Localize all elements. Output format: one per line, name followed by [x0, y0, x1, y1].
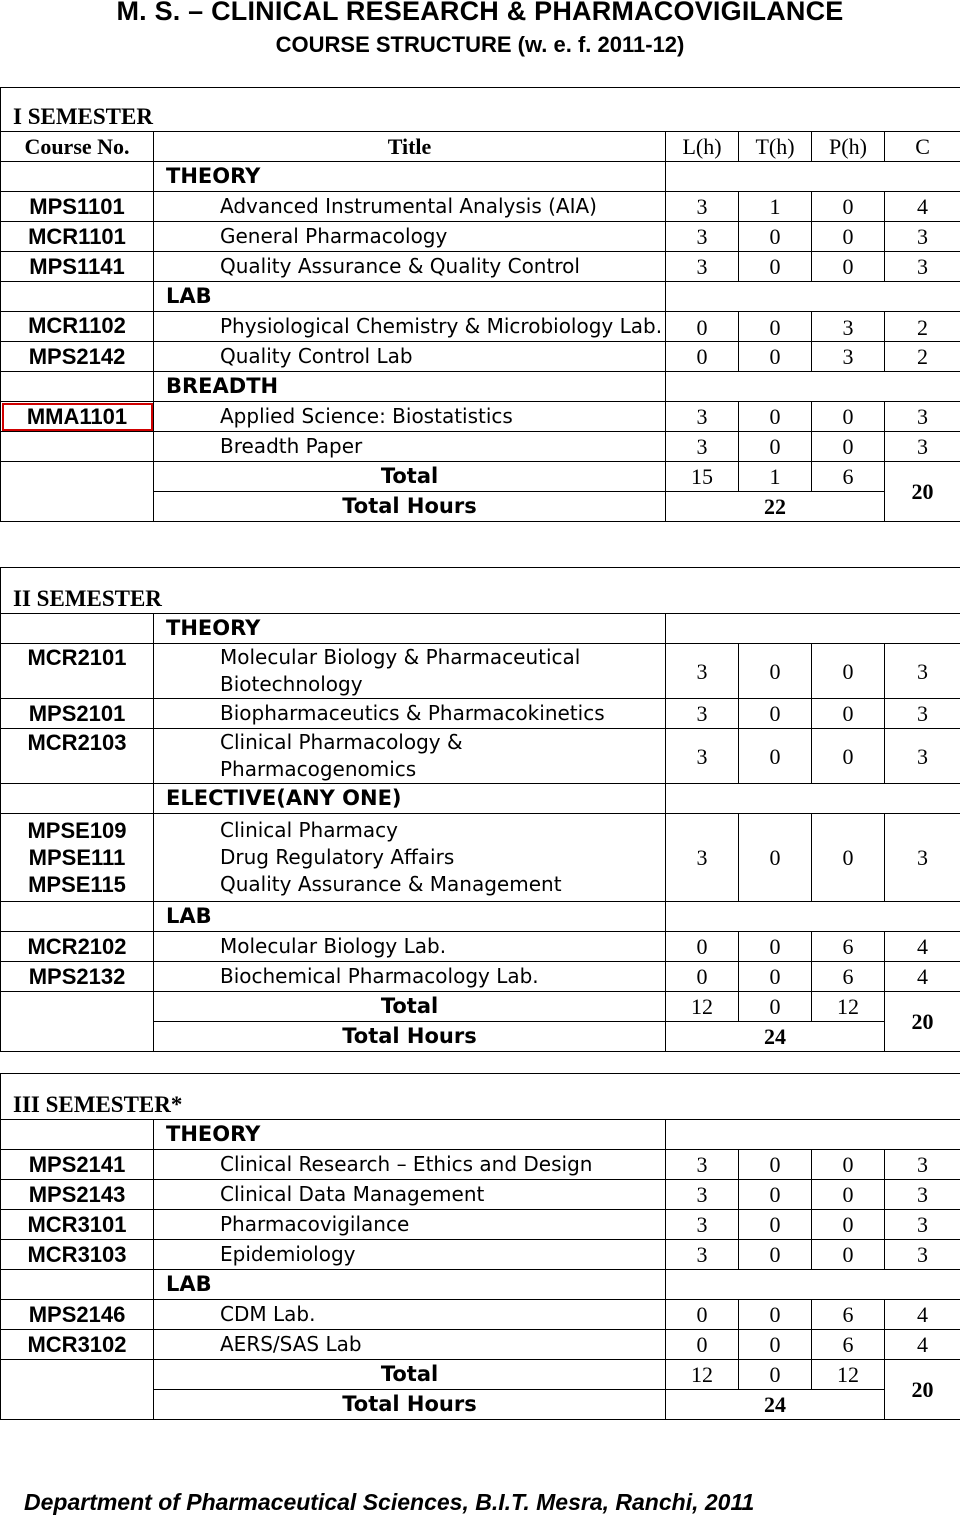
- theory-label: THEORY: [154, 162, 666, 192]
- highlighted-course-code: MMA1101: [1, 402, 154, 432]
- elective-row: MPSE109 MPSE111 MPSE115 Clinical Pharmacy Drug Regulatory Affairs Quality Assurance & Management 3 0 0 3: [1, 814, 960, 902]
- col-l: L(h): [666, 132, 739, 162]
- course-row: MPS2101 Biopharmaceutics & Pharmacokinetics 3 0 0 3: [1, 699, 960, 729]
- semester-1-table: [0, 87, 960, 522]
- page-title: M. S. – CLINICAL RESEARCH & PHARMACOVIGILANCE: [116, 0, 844, 26]
- semester-2-table: II SEMESTER THEORY MCR2101 Molecular Biology & Pharmaceutical Biotechnology 3 0 0 3 MPS2101 Biopharmaceutics & Pharmacokinetics 3 0 0 3 MCR2103 Clinical Pharmacology & Pharmacogenomics 3 0 0 3 ELECTIVE(ANY ONE) MPSE109 MPSE111 MPSE115 Clinical Pharmacy Drug Regulatory Affairs Quality Assurance & Management 3 0 0 3 LAB MCR2102 Molecular Biology Lab. 0 0 6 4 MPS2132 Biochemical Pharmacology Lab. 0 0 6 4 Total 12 0 12 20 Total Hours 24: [0, 567, 960, 1052]
- total-row: Total 15 1 6 20: [1, 462, 960, 492]
- semester-2-heading: II SEMESTER: [1, 568, 960, 614]
- course-row: MCR2103 Clinical Pharmacology & Pharmacogenomics 3 0 0 3: [1, 729, 960, 784]
- course-row: MCR3101 Pharmacovigilance 3 0 0 3: [1, 1210, 960, 1240]
- total-row: Total 12 0 12 20: [1, 1360, 960, 1390]
- lab-label: LAB: [154, 282, 666, 312]
- column-header-row: [1, 132, 960, 162]
- elective-label: ELECTIVE(ANY ONE): [154, 784, 666, 814]
- course-row: MPS2146 CDM Lab. 0 0 6 4: [1, 1300, 960, 1330]
- col-t: T(h): [739, 132, 812, 162]
- page-subtitle: COURSE STRUCTURE (w. e. f. 2011-12): [275, 32, 685, 57]
- total-row: Total 12 0 12 20: [1, 992, 960, 1022]
- course-row: MPS2141 Clinical Research – Ethics and Design 3 0 0 3: [1, 1150, 960, 1180]
- course-row: MPS2142 Quality Control Lab 0 0 3 2: [1, 342, 960, 372]
- course-row: MCR2101 Molecular Biology & Pharmaceutical Biotechnology 3 0 0 3: [1, 644, 960, 699]
- course-row: MCR1101 General Pharmacology 3 0 0 3: [1, 222, 960, 252]
- col-c: C: [885, 132, 960, 162]
- course-row: MCR1102 Physiological Chemistry & Microbiology Lab. 0 0 3 2: [1, 312, 960, 342]
- semester-3-heading: III SEMESTER*: [1, 1074, 960, 1120]
- col-p: P(h): [812, 132, 885, 162]
- course-row: MPS1141 Quality Assurance & Quality Control 3 0 0 3: [1, 252, 960, 282]
- course-row: Breadth Paper 3 0 0 3: [1, 432, 960, 462]
- breadth-label: BREADTH: [154, 372, 666, 402]
- course-row: MPS2143 Clinical Data Management 3 0 0 3: [1, 1180, 960, 1210]
- col-title: Title: [154, 132, 666, 162]
- total-hours-row: Total Hours 24: [1, 1390, 960, 1420]
- course-row: MCR3102 AERS/SAS Lab 0 0 6 4: [1, 1330, 960, 1360]
- course-row: MCR3103 Epidemiology 3 0 0 3: [1, 1240, 960, 1270]
- course-row: MPS2132 Biochemical Pharmacology Lab. 0 0 6 4: [1, 962, 960, 992]
- course-row: MMA1101 Applied Science: Biostatistics 3 0 0 3: [1, 402, 960, 432]
- course-row: MPS1101 Advanced Instrumental Analysis (AIA) 3 1 0 4: [1, 192, 960, 222]
- semester-1-heading: I SEMESTER: [1, 88, 960, 132]
- page-footer: Department of Pharmaceutical Sciences, B.I.T. Mesra, Ranchi, 2011: [24, 1489, 755, 1515]
- total-hours-row: Total Hours 22: [1, 492, 960, 522]
- col-course-no: Course No.: [1, 132, 154, 162]
- total-hours-row: Total Hours 24: [1, 1022, 960, 1052]
- semester-3-table: III SEMESTER* THEORY MPS2141 Clinical Research – Ethics and Design 3 0 0 3 MPS2143 Clinical Data Management 3 0 0 3 MCR3101 Pharmacovigilance 3 0 0 3 MCR3103 Epidemiology 3 0 0 3 LAB MPS2146 CDM Lab. 0 0 6 4 MCR3102 AERS/SAS Lab 0 0 6 4 Total 12 0 12 20 Total Hours 24: [0, 1073, 960, 1420]
- course-row: MCR2102 Molecular Biology Lab. 0 0 6 4: [1, 932, 960, 962]
